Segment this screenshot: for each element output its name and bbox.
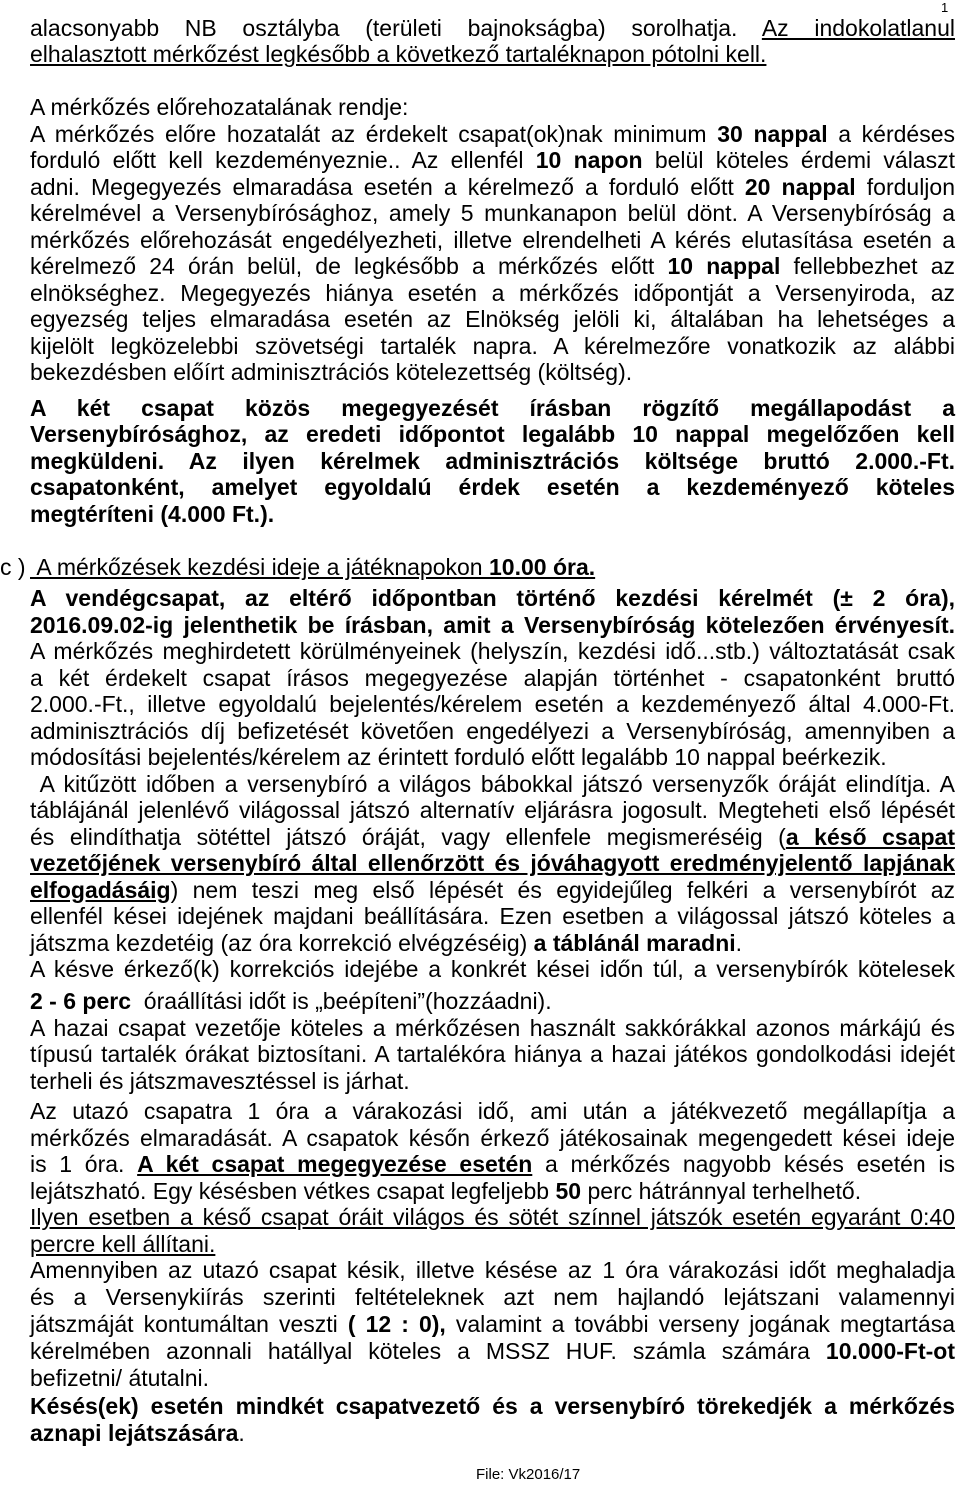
paragraph-11 bbox=[30, 1098, 955, 1204]
text-run: óraállítási időt is „beépíteni”(hozzáadni). bbox=[131, 988, 552, 1014]
text-run: és a Versenykiírás szerinti feltételeknek azt nem hajlandó lejátszani valamennyi bbox=[30, 1284, 955, 1310]
text-line bbox=[30, 306, 955, 333]
text-run: A mérkőzés előre hozatalát az érdekelt csapat(ok)nak minimum bbox=[30, 120, 718, 147]
text-line bbox=[30, 174, 955, 201]
paragraph-9 bbox=[30, 988, 955, 1015]
text-line bbox=[30, 554, 955, 581]
list-marker: c ) bbox=[0, 553, 26, 580]
text-line bbox=[30, 94, 955, 121]
text-run: kérelmével a Versenybírósághoz, amely 5 munkanapon belül dönt. A Versenybíróság a bbox=[30, 200, 955, 226]
text-line bbox=[30, 744, 955, 771]
text-line bbox=[30, 1125, 955, 1152]
paragraph-3 bbox=[30, 121, 955, 386]
paragraph-13 bbox=[30, 1257, 955, 1392]
bold-text: A vendégcsapat, az eltérő időpontban történő kezdési kérelmét (± 2 óra), bbox=[30, 585, 955, 611]
text-run: terheli és játszmavesztéssel is járhat. bbox=[30, 1067, 410, 1094]
text-line bbox=[30, 877, 955, 904]
text-run: fellebbezhet az bbox=[780, 253, 955, 279]
text-run: befizetni/ átutalni. bbox=[30, 1365, 210, 1391]
paragraph-1 bbox=[30, 15, 955, 68]
text-run: típusú tartalék órákat biztosítani. A tartalékóra hiánya a hazai játékos gondolkodási idejét bbox=[30, 1041, 955, 1067]
text-line bbox=[30, 1068, 955, 1095]
text-line bbox=[30, 1311, 955, 1338]
text-line bbox=[30, 718, 955, 745]
text-run: kérelmében azonnali hatállyal köteles a MSSZ HUF. számla számára bbox=[30, 1338, 826, 1364]
paragraph-2 bbox=[30, 94, 955, 121]
text-line bbox=[30, 585, 955, 612]
bold-text: Késés(ek) esetén mindkét csapatvezető és a versenybíró törekedjék a mérkőzés bbox=[30, 1393, 955, 1419]
footer-file-label: File: Vk2016/17 bbox=[476, 1466, 581, 1483]
text-run: . bbox=[238, 1420, 245, 1446]
text-line bbox=[30, 395, 955, 422]
underlined-text: percre kell állítani. bbox=[30, 1230, 216, 1257]
bold-underlined-text: A két csapat megegyezése esetén bbox=[137, 1151, 533, 1177]
text-run: belül köteles érdemi választ bbox=[642, 147, 955, 173]
text-line bbox=[30, 1231, 955, 1258]
underlined-text: elhalasztott mérkőzést legkésőbb a következő tartaléknapon pótolni kell. bbox=[30, 41, 767, 67]
paragraph-5 bbox=[0, 553, 955, 581]
text-run: és elindíthatja sötéttel játszó óráját, vagy ellenfele megismeréséig ( bbox=[30, 823, 786, 850]
bold-text: megtéríteni (4.000 Ft.). bbox=[30, 500, 275, 527]
text-line bbox=[30, 448, 955, 475]
paragraph-6 bbox=[30, 585, 955, 771]
bold-underlined-text: a késő csapat bbox=[785, 823, 955, 850]
text-line bbox=[30, 501, 955, 528]
text-run: kijelölt legközelebbi szövetségi tartalék napra. A kérelmezőre vonatkozik az alábbi bbox=[30, 332, 955, 359]
text-run: valamint a további verseny jogának megtartása bbox=[445, 1311, 955, 1337]
bold-text: 2016.09.02-ig jelenthetik be írásban, amit a Versenybíróság kötelezően érvényesít. bbox=[30, 611, 955, 638]
text-line bbox=[30, 359, 955, 386]
text-run: ellenfél kései idejének majdani beállítására. Ezen esetben a világossal játszó köteles a bbox=[30, 903, 955, 929]
text-run: alacsonyabb NB osztályba (területi bajnokságba) sorolhatja. bbox=[30, 14, 762, 41]
text-line bbox=[30, 1420, 955, 1447]
bold-underlined-text: vezetőjének versenybíró által ellenőrzött és jóváhagyott eredményjelentő lapjának bbox=[30, 850, 955, 876]
text-line bbox=[30, 1178, 955, 1205]
text-run: mérkőzés előrehozását engedélyezheti, illetve elrendelheti A kérés elutasítása esetén a bbox=[30, 226, 955, 253]
text-line bbox=[30, 227, 955, 254]
bold-text: csapatonként, amelyet egyoldalú érdek esetén a kezdeményező köteles bbox=[30, 474, 955, 500]
page-number: 1 bbox=[941, 0, 949, 15]
text-run: a mérkőzés nagyobb késés esetén is bbox=[532, 1151, 955, 1177]
bold-text: 30 nappal bbox=[717, 120, 828, 147]
paragraph-8 bbox=[30, 956, 955, 983]
text-line bbox=[30, 15, 955, 42]
text-line bbox=[30, 850, 955, 877]
text-run: elnökséghez. Megegyezés hiánya esetén a mérkőzés időpontját a Versenyiroda, az bbox=[30, 279, 955, 306]
text-line bbox=[30, 797, 955, 824]
document-body bbox=[0, 14, 955, 1448]
text-line bbox=[30, 988, 955, 1015]
text-run: kérelmező 24 órán belül, de legkésőbb a mérkőzés előtt bbox=[30, 253, 668, 279]
text-line bbox=[30, 333, 955, 360]
underlined-text: Az indokolatlanul bbox=[761, 14, 955, 41]
text-run: módosítási bejelentés/kérelem az érintett forduló előtt legalább 10 nappal beérkezik. bbox=[30, 744, 887, 770]
text-line bbox=[30, 200, 955, 227]
text-line bbox=[30, 421, 955, 448]
text-run: lejátszható. Egy késésben vétkes csapat legfeljebb bbox=[30, 1177, 556, 1204]
text-line bbox=[30, 1338, 955, 1365]
text-run: forduló előtt kell kezdeményeznie.. Az ellenfél bbox=[30, 147, 536, 173]
bold-text: Versenybírósághoz, az eredeti időpontot legalább 10 nappal megelőzően kell bbox=[30, 421, 955, 447]
text-run: játszmáját kontumáltan veszti bbox=[30, 1311, 348, 1337]
text-line bbox=[30, 1284, 955, 1311]
text-run: A kitűzött időben a versenybíró a világos bábokkal játszó versenyzők óráját elindítja. A bbox=[30, 770, 955, 797]
text-line bbox=[30, 1393, 955, 1420]
text-line bbox=[30, 612, 955, 639]
text-run: a két érdekelt csapat írásos megegyezése alapján történhet - csapatonként bruttó bbox=[30, 664, 955, 691]
text-run: adni. Megegyezés elmaradása esetén a kérelmező a forduló előtt bbox=[30, 173, 745, 200]
text-run: is 1 óra. bbox=[30, 1151, 138, 1177]
bold-underlined-text: 10.00 óra. bbox=[489, 553, 596, 580]
text-run: A késve érkező(k) korrekciós idejébe a konkrét kései időn túl, a versenybírók kötelesek bbox=[30, 956, 955, 982]
text-run: mérkőzés elmaradását. A csapatok későn érkező játékosainak megengedett kései ideje bbox=[30, 1124, 955, 1151]
text-line bbox=[30, 1257, 955, 1284]
bold-text: aznapi lejátszására bbox=[30, 1420, 239, 1446]
bold-text: 2 - 6 perc bbox=[30, 988, 131, 1014]
text-line bbox=[30, 771, 955, 798]
text-run: A hazai csapat vezetője köteles a mérkőzésen használt sakkórákkal azonos márkájú és bbox=[30, 1014, 955, 1041]
text-line bbox=[30, 1151, 955, 1178]
text-run: Az utazó csapatra 1 óra a várakozási idő, ami után a játékvezető megállapítja a bbox=[30, 1098, 955, 1124]
underlined-text: A mérkőzések kezdési ideje a játéknapokon bbox=[30, 553, 489, 580]
text-line bbox=[30, 930, 955, 957]
text-line bbox=[30, 253, 955, 280]
text-line bbox=[30, 824, 955, 851]
bold-underlined-text: elfogadásáig bbox=[30, 876, 171, 903]
text-run: forduljon bbox=[855, 173, 955, 200]
bold-text: 10 nappal bbox=[667, 253, 781, 279]
bold-text: 50 bbox=[555, 1177, 582, 1204]
paragraph-4 bbox=[30, 395, 955, 528]
text-line bbox=[30, 147, 955, 174]
text-line bbox=[30, 1041, 955, 1068]
paragraph-7 bbox=[30, 771, 955, 957]
bold-text: 20 nappal bbox=[744, 173, 856, 200]
text-run: 2.000.-Ft., illetve egyoldalú bejelentés/kérelem esetén a kezdeményező által 4.000-Ft. bbox=[30, 691, 955, 717]
paragraph-10 bbox=[30, 1015, 955, 1095]
text-line bbox=[30, 1015, 955, 1042]
text-run: adminisztrációs díj befizetését követően engedélyezi a Versenybíróság, amennyiben a bbox=[30, 717, 955, 744]
text-line bbox=[30, 1365, 955, 1392]
bold-text: 10 napon bbox=[535, 147, 643, 173]
text-run: Amennyiben az utazó csapat késik, illetve késése az 1 óra várakozási időt meghaladja bbox=[30, 1257, 955, 1283]
text-line bbox=[30, 474, 955, 501]
text-line bbox=[30, 956, 955, 983]
text-line bbox=[30, 665, 955, 692]
text-line bbox=[30, 280, 955, 307]
text-run: a kérdéses bbox=[827, 120, 955, 147]
text-line bbox=[30, 41, 955, 68]
text-run: ) nem teszi meg első lépését és egyidejűleg felkéri a versenybírót az bbox=[170, 876, 955, 903]
text-run: táblájánál jelenlévő világossal játszó alternatív eljárásra jogosult. Megteheti első lépését bbox=[30, 797, 955, 823]
bold-text: ( 12 : 0), bbox=[347, 1311, 446, 1337]
text-run: játszma kezdetéig (az óra korrekció elvégzéséig) bbox=[30, 929, 534, 956]
text-line bbox=[30, 638, 955, 665]
underlined-text: Ilyen esetben a késő csapat óráit világos és sötét színnel játszók esetén egyaránt 0:40 bbox=[30, 1204, 955, 1230]
bold-text: a táblánál maradni bbox=[533, 929, 736, 956]
paragraph-14 bbox=[30, 1393, 955, 1447]
bold-text: megküldeni. Az ilyen kérelmek adminisztrációs költsége bruttó 2.000.-Ft. bbox=[30, 447, 955, 474]
text-line bbox=[30, 691, 955, 718]
text-run: bekezdésben előírt adminisztrációs kötelezettség (költség). bbox=[30, 359, 633, 385]
paragraph-12 bbox=[30, 1204, 955, 1257]
text-line bbox=[30, 121, 955, 148]
text-run: A mérkőzés meghirdetett körülményeinek (helyszín, kezdési idő...stb.) változtatását csak bbox=[30, 638, 955, 664]
text-line bbox=[30, 1204, 955, 1231]
text-run: A mérkőzés előrehozatalának rendje: bbox=[30, 94, 409, 120]
text-run: . bbox=[735, 929, 743, 956]
bold-text: 10.000-Ft-ot bbox=[825, 1338, 955, 1364]
bold-text: A két csapat közös megegyezését írásban rögzítő megállapodást a bbox=[30, 394, 955, 421]
text-run: perc hátránnyal terhelhető. bbox=[581, 1177, 862, 1204]
text-line bbox=[30, 903, 955, 930]
text-run: egyezség teljes elmaradása esetén az Elnökség jelöli ki, általában ha lehetséges a bbox=[30, 306, 955, 332]
text-line bbox=[30, 1098, 955, 1125]
